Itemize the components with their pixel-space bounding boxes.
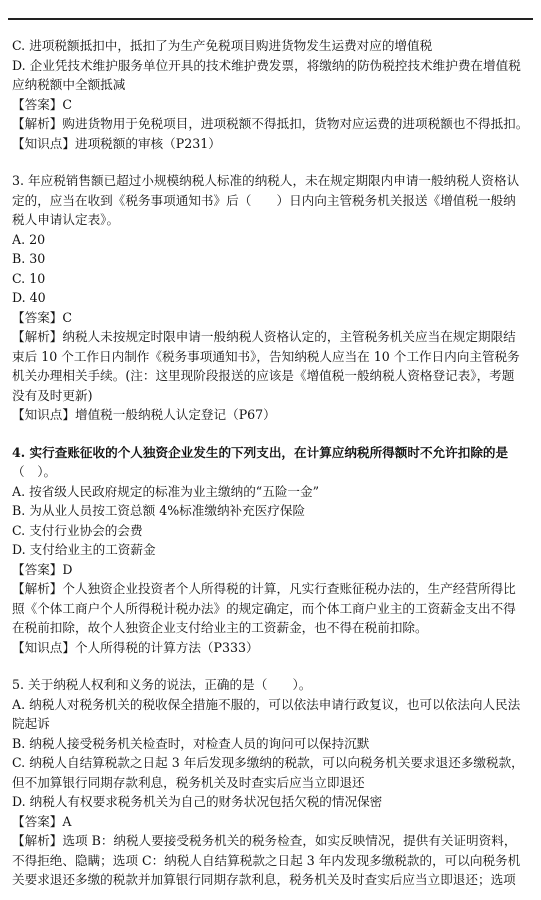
q3-stem-line3: 税人申请认定表》。 [12, 212, 120, 227]
q3-answer: 【答案】C [12, 309, 73, 325]
q5-analysis-line1: 【解析】选项 B：纳税人要接受税务机关的税务检查，如实反映情况，提供有关证明资料， [12, 833, 517, 848]
q2-option-d-line2: 应纳税额中全额抵减 [12, 77, 126, 92]
q3-analysis-line4: 没有及时更新) [12, 387, 93, 403]
q3-option-b: B. 30 [12, 251, 46, 266]
q5-option-a-line2: 院起诉 [12, 716, 50, 731]
q5-stem: 5. 关于纳税人权利和义务的说法，正确的是（ ）。 [12, 677, 312, 692]
q4-answer: 【答案】D [12, 561, 73, 577]
q3-option-d: D. 40 [12, 290, 46, 305]
q2-option-c: C. 进项税额抵扣中，抵扣了为生产免税项目购进货物发生运费对应的增值税 [12, 38, 433, 53]
q3-stem-line1: 3. 年应税销售额已超过小规模纳税人标准的纳税人，未在规定期限内申请一般纳税人资格认 [12, 173, 520, 188]
q2-analysis: 【解析】购进货物用于免税项目，进项税额不得抵扣，货物对应运费的进项税额也不得抵扣。 [12, 116, 529, 131]
q4-option-d: D. 支付给业主的工资薪金 [12, 542, 156, 557]
q4-stem-line2: （ ）。 [12, 464, 57, 479]
q5-option-c-line2: 但不加算银行同期存款利息，税务机关及时查实后应当立即退还 [12, 774, 365, 790]
q4-analysis-line1: 【解析】个人独资企业投资者个人所得税的计算，凡实行查账征税办法的，生产经营所得比 [12, 581, 516, 596]
q3-analysis-line2: 束后 10 个工作日内制作《税务事项通知书》，告知纳税人应当在 10 个工作日内向主管税务 [12, 348, 520, 364]
q5-answer: 【答案】A [12, 813, 72, 829]
q5-option-d: D. 纳税人有权要求税务机关为自己的财务状况包括欠税的情况保密 [12, 794, 383, 809]
q3-analysis-line1: 【解析】纳税人未按规定时限申请一般纳税人资格认定的，主管税务机关应当在规定期限结 [12, 329, 516, 344]
q4-option-c: C. 支付行业协会的会费 [12, 522, 143, 538]
q4-knowledge: 【知识点】个人所得税的计算方法（P333） [12, 639, 259, 655]
q5-option-c-line1: C. 纳税人自结算税款之日起 3 年后发现多缴纳的税款，可以向税务机关要求退还多缴税款， [12, 755, 524, 770]
q2-option-d-line1: D. 企业凭技术维护服务单位开具的技术维护费发票，将缴纳的防伪税控技术维护费在增值税 [12, 57, 521, 73]
q5-option-a-line1: A. 纳税人对税务机关的税收保全措施不服的，可以依法申请行政复议，也可以依法向人民法 [12, 696, 521, 712]
q2-answer: 【答案】C [12, 96, 73, 112]
q5-option-b: B. 纳税人接受税务机关检查时，对检查人员的询问可以保持沉默 [12, 735, 370, 751]
q4-analysis-line2: 照《个体工商户个人所得税计税办法》的规定确定，而个体工商户业主的工资薪金支出不得 [12, 600, 516, 616]
q5-analysis-line3: 关要求退还多缴的税款并加算银行同期存款利息，税务机关及时查实后应当立即退还；选项 [12, 872, 516, 887]
q3-option-a: A. 20 [12, 231, 46, 247]
q3-analysis-line3: 机关办理相关手续。(注：这里现阶段报送的应该是《增值税一般纳税人资格登记表》，考题 [12, 368, 515, 383]
q2-knowledge: 【知识点】进项税额的审核（P231） [12, 135, 221, 151]
q4-option-a: A. 按省级人民政府规定的标准为业主缴纳的“五险一金” [12, 483, 320, 499]
q4-analysis-line3: 在税前扣除，故个人独资企业支付给业主的工资薪金，也不得在税前扣除。 [12, 620, 428, 635]
q4-option-b: B. 为从业人员按工资总额 4%标准缴纳补充医疗保险 [12, 503, 306, 518]
q3-option-c: C. 10 [12, 270, 46, 286]
header-rule [8, 18, 533, 20]
q4-stem-line1: 4. 实行查账征收的个人独资企业发生的下列支出，在计算应纳税所得额时不允许扣除的是 [12, 444, 509, 460]
exam-page [12, 36, 531, 890]
q3-stem-line2: 定的，应当在收到《税务事项通知书》后（ ）日内向主管税务机关报送《增值税一般纳 [12, 192, 516, 208]
q3-knowledge: 【知识点】增值税一般纳税人认定登记（P67） [12, 407, 276, 422]
q5-analysis-line2: 不得拒绝、隐瞒；选项 C：纳税人自结算税款之日起 3 年内发现多缴税款的，可以向税务机 [12, 852, 521, 868]
